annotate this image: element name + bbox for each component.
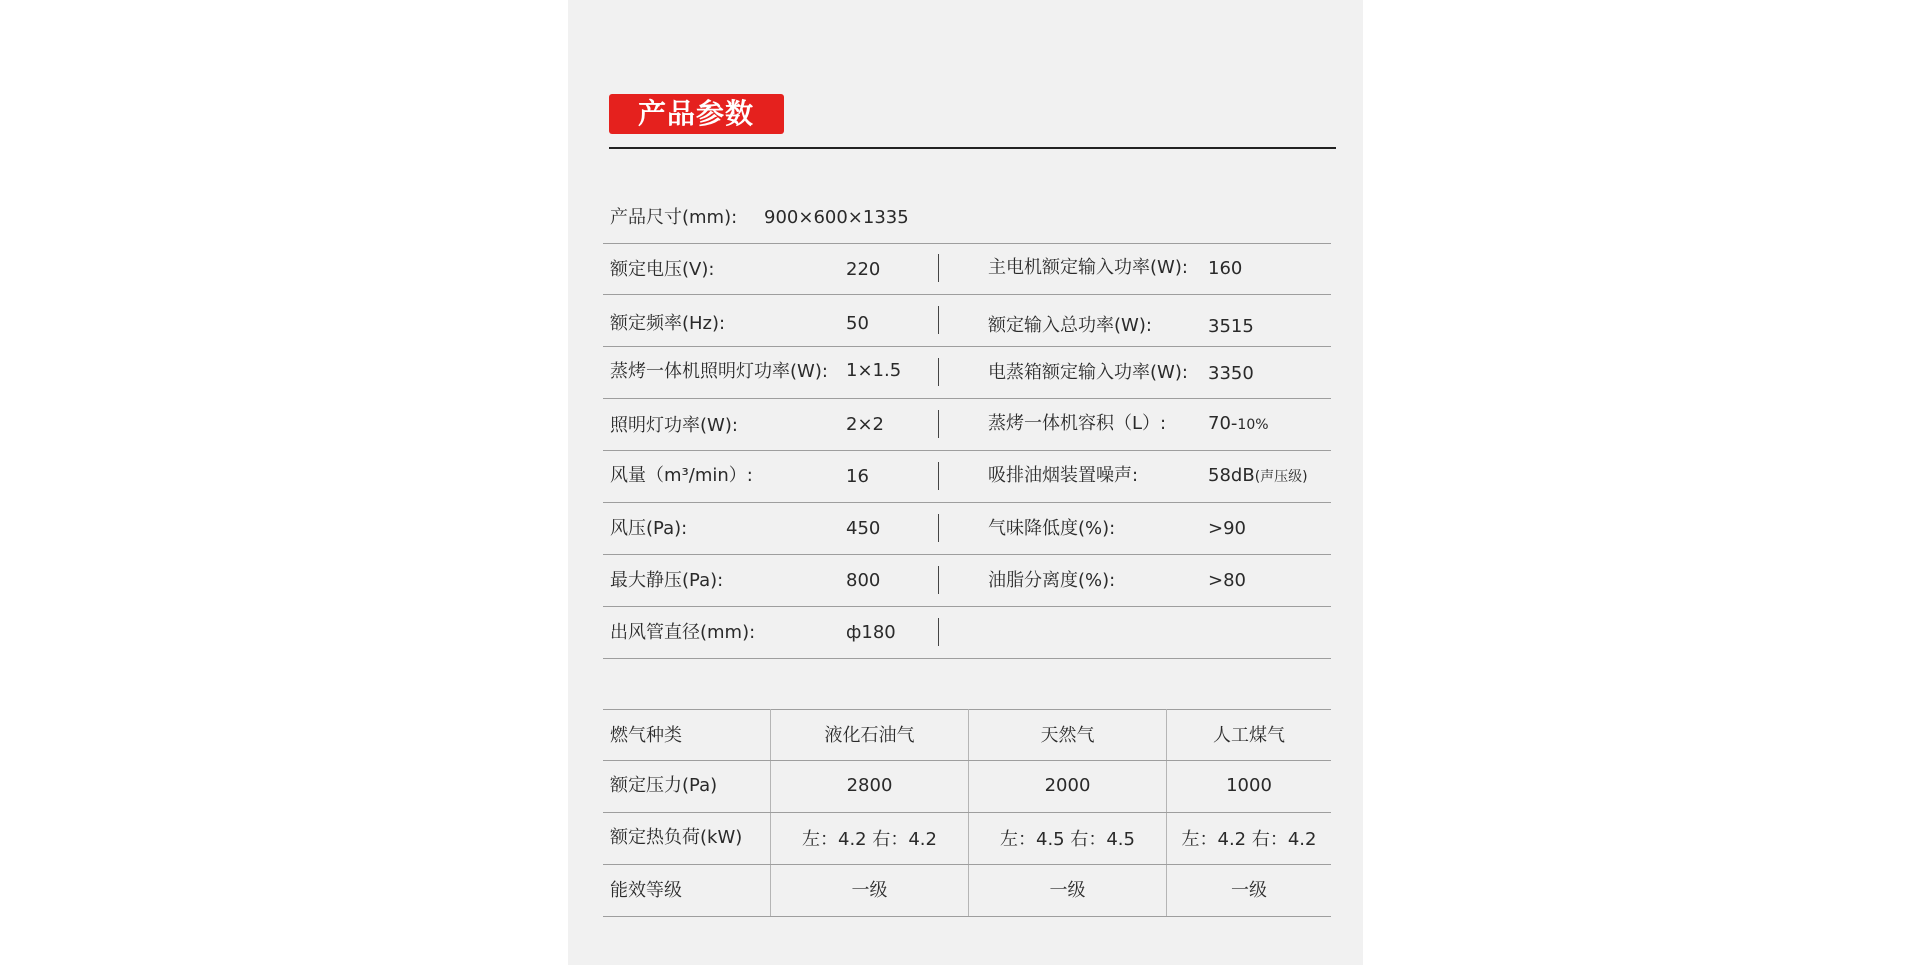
- spec-value: 160: [1208, 258, 1243, 279]
- spec-label: 额定频率(Hz):: [610, 313, 726, 334]
- spec-label: 额定输入总功率(W):: [988, 315, 1152, 336]
- gas-header-lpg: 液化石油气: [824, 725, 915, 746]
- column-separator: [938, 254, 939, 282]
- column-separator: [938, 410, 939, 438]
- spec-label: 照明灯功率(W):: [610, 415, 738, 436]
- spec-label: 出风管直径(mm):: [610, 622, 756, 643]
- spec-label: 蒸烤一体机容积（L）:: [988, 413, 1167, 434]
- spec-value: 50: [846, 313, 869, 334]
- spec-value: 800: [846, 570, 881, 591]
- gas-cell: 一级: [851, 880, 888, 901]
- spec-label: 最大静压(Pa):: [610, 570, 724, 591]
- spec-label: 主电机额定输入功率(W):: [988, 257, 1188, 278]
- spec-label: 电蒸箱额定输入功率(W):: [988, 362, 1188, 383]
- spec-label: 风压(Pa):: [610, 518, 688, 539]
- gas-header-artificial: 人工煤气: [1213, 725, 1285, 746]
- gas-row-label: 额定压力(Pa): [610, 775, 718, 796]
- spec-panel: [568, 0, 1363, 965]
- column-separator: [938, 566, 939, 594]
- spec-value: 220: [846, 259, 881, 280]
- spec-label: 油脂分离度(%):: [988, 570, 1116, 591]
- spec-value-note: 10%: [1237, 417, 1269, 433]
- spec-value: 2×2: [846, 414, 884, 435]
- row-divider: [603, 812, 1331, 813]
- size-value: 900×600×1335: [764, 207, 909, 228]
- gas-cell: 左：4.5 右：4.5: [1000, 829, 1135, 850]
- spec-value-main: 58dB: [1208, 465, 1255, 486]
- spec-label: 蒸烤一体机照明灯功率(W):: [610, 361, 828, 382]
- spec-value: 1×1.5: [846, 360, 902, 381]
- spec-value: 450: [846, 518, 881, 539]
- spec-value-note: (声压级): [1254, 469, 1308, 485]
- spec-label: 吸排油烟装置噪声:: [988, 465, 1139, 486]
- row-divider: [603, 450, 1331, 451]
- row-divider: [603, 398, 1331, 399]
- column-separator: [938, 618, 939, 646]
- gas-row-label: 额定热负荷(kW): [610, 827, 743, 848]
- gas-cell: 2000: [1044, 775, 1091, 796]
- row-divider: [603, 760, 1331, 761]
- gas-cell: 一级: [1049, 880, 1086, 901]
- gas-cell: 一级: [1231, 880, 1267, 901]
- gas-header-natural: 天然气: [1040, 725, 1095, 746]
- gas-cell: 1000: [1226, 775, 1272, 796]
- row-divider: [603, 864, 1331, 865]
- spec-label: 气味降低度(%):: [988, 518, 1116, 539]
- spec-label: 风量（m³/min）:: [610, 465, 753, 486]
- row-divider: [603, 606, 1331, 607]
- row-divider: [603, 554, 1331, 555]
- spec-value: [1208, 413, 1269, 436]
- spec-value: [1208, 465, 1308, 488]
- row-divider: [603, 243, 1331, 244]
- spec-value: 16: [846, 466, 869, 487]
- gas-cell: 左：4.2 右：4.2: [802, 829, 937, 850]
- row-divider: [603, 346, 1331, 347]
- gas-table-top-border: [603, 709, 1331, 710]
- spec-label: 额定电压(V):: [610, 259, 715, 280]
- section-title: 产品参数: [609, 94, 784, 134]
- gas-cell: 左：4.2 右：4.2: [1181, 829, 1317, 850]
- title-divider: [609, 147, 1336, 149]
- column-separator: [938, 306, 939, 334]
- column-separator: [938, 462, 939, 490]
- spec-value: >80: [1208, 570, 1246, 591]
- gas-row-label: 能效等级: [610, 880, 682, 901]
- row-divider: [603, 294, 1331, 295]
- spec-value: ф180: [846, 622, 896, 643]
- gas-header-label: 燃气种类: [610, 725, 682, 746]
- row-divider: [603, 658, 1331, 659]
- gas-cell: 2800: [846, 775, 893, 796]
- gas-table-bottom-border: [603, 916, 1331, 917]
- row-divider: [603, 502, 1331, 503]
- size-label: 产品尺寸(mm):: [610, 207, 738, 228]
- spec-value: 3350: [1208, 363, 1254, 384]
- spec-value-main: 70-: [1208, 413, 1238, 434]
- spec-value: >90: [1208, 518, 1246, 539]
- spec-value: 3515: [1208, 316, 1254, 337]
- column-separator: [938, 358, 939, 386]
- column-separator: [938, 514, 939, 542]
